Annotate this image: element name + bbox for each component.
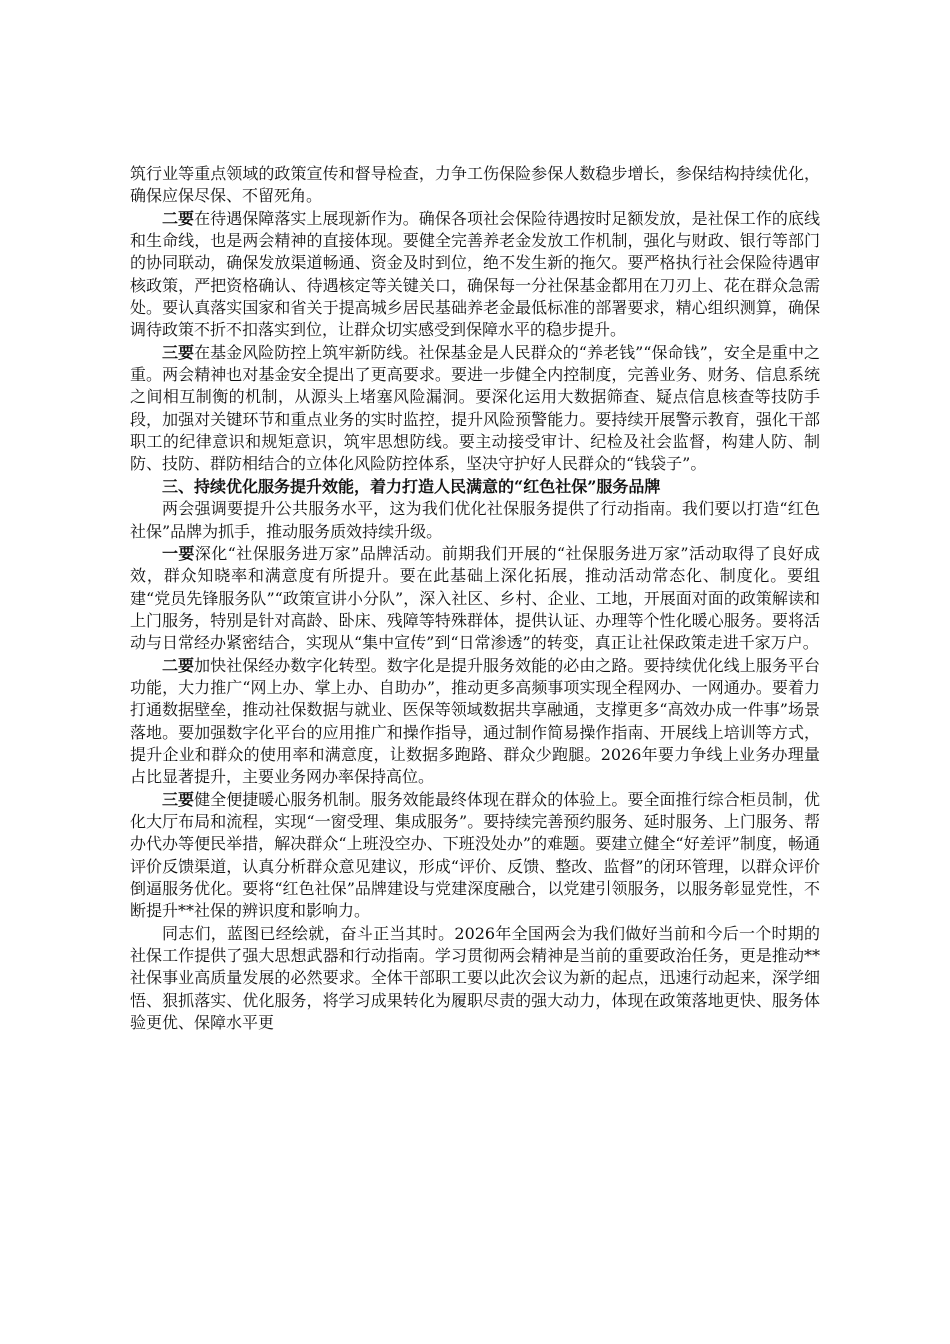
paragraph-lead: 二要 (162, 208, 195, 228)
paragraph-second-requirement-digital (130, 655, 820, 789)
paragraph-lead: 三要 (162, 789, 195, 809)
paragraph-section-intro (130, 498, 820, 543)
paragraph-lead: 一要 (162, 543, 195, 563)
paragraph-text: 加快社保经办数字化转型。数字化是提升服务效能的必由之路。要持续优化线上服务平台功能，大力推广“网上办、掌上办、自助办”，推动更多高频事项实现全程网办、一网通办。要着力打通数据壁垒，推动社保数据与就业、医保等领域数据共享融通，支撑更多“高效办成一件事”场景落地。要加强数字化平台的应用推广和操作指导，通过制作简易操作指南、开展线上培训等方式，提升企业和群众的使用率和满意度，让数据多跑路、群众少跑腿。2026年要力争线上业务办理量占比显著提升，主要业务网办率保持高位。 (130, 655, 820, 787)
paragraph-text: 在待遇保障落实上展现新作为。确保各项社会保险待遇按时足额发放，是社保工作的底线和生命线，也是两会精神的直接体现。要健全完善养老金发放工作机制，强化与财政、银行等部门的协同联动，确保发放渠道畅通、资金及时到位，绝不发生新的拖欠。要严格执行社会保险待遇审核政策，严把资格确认、待遇核定等关键关口，确保每一分社保基金都用在刀刃上、花在群众急需处。要认真落实国家和省关于提高城乡居民基础养老金最低标准的部署要求，精心组织测算，确保调待政策不折不扣落实到位，让群众切实感受到保障水平的稳步提升。 (130, 208, 820, 340)
paragraph-text: 两会强调要提升公共服务水平，这为我们优化社保服务提供了行动指南。我们要以打造“红色社保”品牌为抓手，推动服务质效持续升级。 (130, 499, 820, 541)
paragraph-text: 深化“社保服务进万家”品牌活动。前期我们开展的“社保服务进万家”活动取得了良好成效，群众知晓率和满意度有所提升。要在此基础上深化拓展，推动活动常态化、制度化。要组建“党员先锋服务队”“政策宣讲小分队”，深入社区、乡村、企业、工地，开展面对面的政策解读和上门服务，特别是针对高龄、卧床、残障等特殊群体，提供认证、办理等个性化暖心服务。要将活动与日常经办紧密结合，实现从“集中宣传”到“日常渗透”的转变，真正让社保政策走进千家万户。 (130, 543, 820, 653)
section-heading-three: 三、持续优化服务提升效能，着力打造人民满意的“红色社保”服务品牌 (162, 476, 661, 496)
paragraph-second-requirement-benefits (130, 208, 820, 342)
paragraph-third-requirement-service-mechanism (130, 789, 820, 923)
document-page (130, 163, 820, 1034)
paragraph-first-requirement-service-brand (130, 543, 820, 655)
paragraph-continuation (130, 163, 820, 208)
paragraph-third-requirement-fund-risk (130, 342, 820, 476)
paragraph-text: 在基金风险防控上筑牢新防线。社保基金是人民群众的“养老钱”“保命钱”，安全是重中之重。两会精神也对基金安全提出了更高要求。要进一步健全内控制度，完善业务、财务、信息系统之间相互制衡的机制，从源头上堵塞风险漏洞。要深化运用大数据筛查、疑点信息核查等技防手段，加强对关键环节和重点业务的实时监控，提升风险预警能力。要持续开展警示教育，强化干部职工的纪律意识和规矩意识，筑牢思想防线。要主动接受审计、纪检及社会监督，构建人防、制防、技防、群防相结合的立体化风险防控体系，坚决守护好人民群众的“钱袋子”。 (130, 342, 820, 474)
paragraph-text: 同志们，蓝图已经绘就，奋斗正当其时。2026年全国两会为我们做好当前和今后一个时期的社保工作提供了强大思想武器和行动指南。学习贯彻两会精神是当前的重要政治任务，更是推动**社保事业高质量发展的必然要求。全体干部职工要以此次会议为新的起点，迅速行动起来，深学细悟、狠抓落实、优化服务，将学习成果转化为履职尽责的强大动力，体现在政策落地更快、服务体验更优、保障水平更 (130, 923, 820, 1033)
paragraph-lead: 二要 (162, 655, 195, 675)
paragraph-lead: 三要 (162, 342, 195, 362)
paragraph-text: 筑行业等重点领域的政策宣传和督导检查，力争工伤保险参保人数稳步增长，参保结构持续优化，确保应保尽保、不留死角。 (130, 164, 820, 206)
paragraph-closing (130, 923, 820, 1035)
paragraph-text: 健全便捷暖心服务机制。服务效能最终体现在群众的体验上。要全面推行综合柜员制，优化大厅布局和流程，实现“一窗受理、集成服务”。要持续完善预约服务、延时服务、上门服务、帮办代办等便民举措，解决群众“上班没空办、下班没处办”的难题。要建立健全“好差评”制度，畅通评价反馈渠道，认真分析群众意见建议，形成“评价、反馈、整改、监督”的闭环管理，以群众评价倒逼服务优化。要将“红色社保”品牌建设与党建深度融合，以党建引领服务，以服务彰显党性，不断提升**社保的辨识度和影响力。 (130, 789, 820, 921)
